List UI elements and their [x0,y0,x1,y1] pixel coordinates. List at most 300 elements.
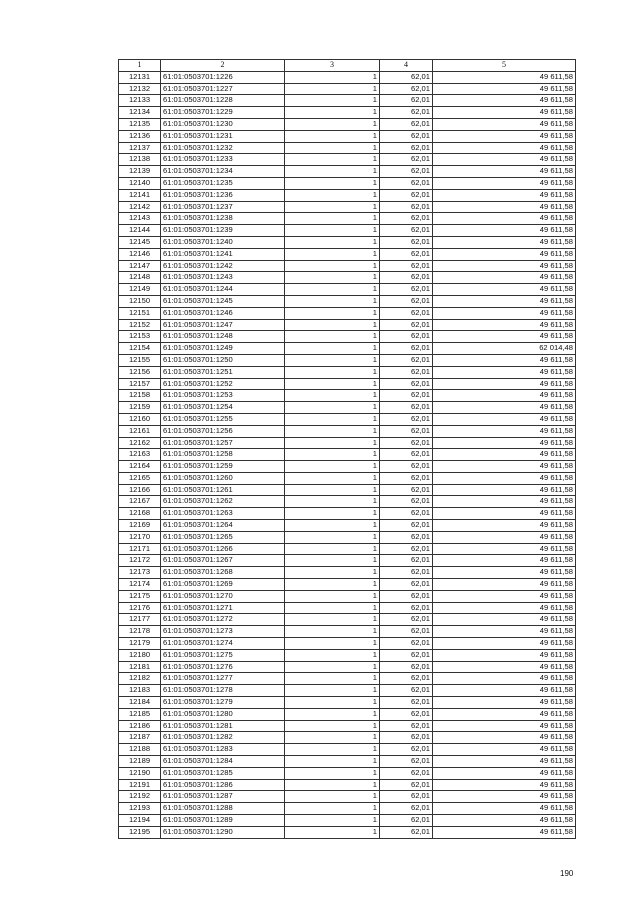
cadastral-number-cell: 61:01:0503701:1231 [161,130,285,142]
count-cell: 1 [285,508,380,520]
cadastral-number-cell: 61:01:0503701:1260 [161,472,285,484]
cadastral-number-cell: 61:01:0503701:1262 [161,496,285,508]
count-cell: 1 [285,708,380,720]
table-row [119,354,576,366]
table-row [119,413,576,425]
table-row [119,319,576,331]
cadastral-number-cell: 61:01:0503701:1270 [161,590,285,602]
table-row [119,543,576,555]
value-cell: 49 611,58 [433,649,576,661]
value-cell: 49 611,58 [433,71,576,83]
area-cell: 62,01 [380,638,433,650]
cadastral-number-cell: 61:01:0503701:1242 [161,260,285,272]
area-cell: 62,01 [380,331,433,343]
table-row [119,71,576,83]
count-cell: 1 [285,272,380,284]
count-cell: 1 [285,390,380,402]
area-cell: 62,01 [380,236,433,248]
count-cell: 1 [285,378,380,390]
row-index-cell: 12158 [119,390,161,402]
area-cell: 62,01 [380,579,433,591]
area-cell: 62,01 [380,118,433,130]
table-row [119,496,576,508]
value-cell: 49 611,58 [433,272,576,284]
table-row [119,815,576,827]
row-index-cell: 12148 [119,272,161,284]
area-cell: 62,01 [380,130,433,142]
area-cell: 62,01 [380,413,433,425]
count-cell: 1 [285,319,380,331]
table-row [119,331,576,343]
value-cell: 49 611,58 [433,579,576,591]
count-cell: 1 [285,461,380,473]
row-index-cell: 12181 [119,661,161,673]
value-cell: 49 611,58 [433,402,576,414]
count-cell: 1 [285,260,380,272]
cadastral-number-cell: 61:01:0503701:1269 [161,579,285,591]
area-cell: 62,01 [380,201,433,213]
count-cell: 1 [285,520,380,532]
row-index-cell: 12165 [119,472,161,484]
count-cell: 1 [285,815,380,827]
value-cell: 49 611,58 [433,154,576,166]
count-cell: 1 [285,307,380,319]
cadastral-number-cell: 61:01:0503701:1233 [161,154,285,166]
value-cell: 49 611,58 [433,425,576,437]
table-row [119,791,576,803]
row-index-cell: 12160 [119,413,161,425]
value-cell: 49 611,58 [433,390,576,402]
table-row [119,697,576,709]
count-cell: 1 [285,649,380,661]
area-cell: 62,01 [380,626,433,638]
cadastral-number-cell: 61:01:0503701:1252 [161,378,285,390]
area-cell: 62,01 [380,708,433,720]
area-cell: 62,01 [380,614,433,626]
count-cell: 1 [285,496,380,508]
count-cell: 1 [285,484,380,496]
table-row [119,531,576,543]
count-cell: 1 [285,366,380,378]
value-cell: 49 611,58 [433,213,576,225]
table-row [119,390,576,402]
value-cell: 49 611,58 [433,531,576,543]
row-index-cell: 12149 [119,284,161,296]
cadastral-number-cell: 61:01:0503701:1272 [161,614,285,626]
value-cell: 49 611,58 [433,697,576,709]
area-cell: 62,01 [380,685,433,697]
area-cell: 62,01 [380,767,433,779]
cadastral-number-cell: 61:01:0503701:1287 [161,791,285,803]
value-cell: 49 611,58 [433,661,576,673]
cadastral-number-cell: 61:01:0503701:1229 [161,107,285,119]
area-cell: 62,01 [380,142,433,154]
row-index-cell: 12192 [119,791,161,803]
value-cell: 49 611,58 [433,189,576,201]
row-index-cell: 12155 [119,354,161,366]
count-cell: 1 [285,295,380,307]
table-row [119,201,576,213]
cadastral-number-cell: 61:01:0503701:1250 [161,354,285,366]
cadastral-number-cell: 61:01:0503701:1246 [161,307,285,319]
table-row [119,567,576,579]
value-cell: 49 611,58 [433,260,576,272]
cadastral-number-cell: 61:01:0503701:1237 [161,201,285,213]
row-index-cell: 12151 [119,307,161,319]
count-cell: 1 [285,756,380,768]
area-cell: 62,01 [380,225,433,237]
value-cell: 49 611,58 [433,95,576,107]
count-cell: 1 [285,142,380,154]
row-index-cell: 12137 [119,142,161,154]
table-row [119,130,576,142]
cadastral-number-cell: 61:01:0503701:1266 [161,543,285,555]
row-index-cell: 12144 [119,225,161,237]
table-row [119,461,576,473]
row-index-cell: 12159 [119,402,161,414]
row-index-cell: 12193 [119,803,161,815]
value-cell: 49 611,58 [433,142,576,154]
value-cell: 49 611,58 [433,484,576,496]
count-cell: 1 [285,779,380,791]
cadastral-number-cell: 61:01:0503701:1257 [161,437,285,449]
area-cell: 62,01 [380,555,433,567]
count-cell: 1 [285,166,380,178]
value-cell: 49 611,58 [433,708,576,720]
area-cell: 62,01 [380,272,433,284]
value-cell: 49 611,58 [433,319,576,331]
area-cell: 62,01 [380,744,433,756]
table-row [119,284,576,296]
table-row [119,177,576,189]
count-cell: 1 [285,331,380,343]
value-cell: 49 611,58 [433,744,576,756]
row-index-cell: 12182 [119,673,161,685]
count-cell: 1 [285,661,380,673]
value-cell: 49 611,58 [433,437,576,449]
cadastral-number-cell: 61:01:0503701:1278 [161,685,285,697]
table-row [119,142,576,154]
column-header-5: 5 [433,60,576,72]
table-row [119,449,576,461]
value-cell: 49 611,58 [433,720,576,732]
value-cell: 49 611,58 [433,638,576,650]
row-index-cell: 12146 [119,248,161,260]
count-cell: 1 [285,543,380,555]
count-cell: 1 [285,402,380,414]
table-row [119,579,576,591]
value-cell: 49 611,58 [433,83,576,95]
table-row [119,767,576,779]
area-cell: 62,01 [380,508,433,520]
cadastral-number-cell: 61:01:0503701:1276 [161,661,285,673]
column-header-3: 3 [285,60,380,72]
value-cell: 49 611,58 [433,803,576,815]
row-index-cell: 12133 [119,95,161,107]
table-row [119,225,576,237]
area-cell: 62,01 [380,720,433,732]
cadastral-number-cell: 61:01:0503701:1241 [161,248,285,260]
value-cell: 49 611,58 [433,248,576,260]
count-cell: 1 [285,555,380,567]
table-row [119,213,576,225]
row-index-cell: 12184 [119,697,161,709]
column-header-1: 1 [119,60,161,72]
count-cell: 1 [285,449,380,461]
count-cell: 1 [285,732,380,744]
area-cell: 62,01 [380,756,433,768]
cadastral-number-cell: 61:01:0503701:1235 [161,177,285,189]
area-cell: 62,01 [380,590,433,602]
value-cell: 49 611,58 [433,449,576,461]
cadastral-number-cell: 61:01:0503701:1251 [161,366,285,378]
cadastral-number-cell: 61:01:0503701:1288 [161,803,285,815]
count-cell: 1 [285,791,380,803]
cadastral-number-cell: 61:01:0503701:1253 [161,390,285,402]
cadastral-number-cell: 61:01:0503701:1282 [161,732,285,744]
cadastral-number-cell: 61:01:0503701:1254 [161,402,285,414]
area-cell: 62,01 [380,425,433,437]
cadastral-number-cell: 61:01:0503701:1232 [161,142,285,154]
count-cell: 1 [285,638,380,650]
value-cell: 49 611,58 [433,602,576,614]
table-row [119,472,576,484]
table-row [119,661,576,673]
cadastral-number-cell: 61:01:0503701:1234 [161,166,285,178]
page-number: 190 [560,869,574,878]
count-cell: 1 [285,579,380,591]
cadastral-number-cell: 61:01:0503701:1279 [161,697,285,709]
table-row [119,744,576,756]
cadastral-number-cell: 61:01:0503701:1239 [161,225,285,237]
row-index-cell: 12135 [119,118,161,130]
value-cell: 49 611,58 [433,201,576,213]
value-cell: 49 611,58 [433,508,576,520]
area-cell: 62,01 [380,732,433,744]
row-index-cell: 12179 [119,638,161,650]
table-row [119,118,576,130]
area-cell: 62,01 [380,472,433,484]
row-index-cell: 12185 [119,708,161,720]
table-row [119,437,576,449]
row-index-cell: 12172 [119,555,161,567]
area-cell: 62,01 [380,567,433,579]
area-cell: 62,01 [380,83,433,95]
row-index-cell: 12163 [119,449,161,461]
count-cell: 1 [285,590,380,602]
area-cell: 62,01 [380,284,433,296]
table-row [119,236,576,248]
cadastral-number-cell: 61:01:0503701:1227 [161,83,285,95]
table-row [119,343,576,355]
row-index-cell: 12169 [119,520,161,532]
table-row [119,732,576,744]
area-cell: 62,01 [380,154,433,166]
row-index-cell: 12191 [119,779,161,791]
row-index-cell: 12154 [119,343,161,355]
value-cell: 49 611,58 [433,756,576,768]
value-cell: 49 611,58 [433,166,576,178]
value-cell: 49 611,58 [433,295,576,307]
table-row [119,673,576,685]
count-cell: 1 [285,413,380,425]
area-cell: 62,01 [380,71,433,83]
count-cell: 1 [285,118,380,130]
area-cell: 62,01 [380,95,433,107]
value-cell: 62 014,48 [433,343,576,355]
cadastral-number-cell: 61:01:0503701:1236 [161,189,285,201]
area-cell: 62,01 [380,177,433,189]
table-row [119,248,576,260]
cadastral-number-cell: 61:01:0503701:1283 [161,744,285,756]
table-row [119,295,576,307]
count-cell: 1 [285,826,380,838]
cadastral-number-cell: 61:01:0503701:1244 [161,284,285,296]
cadastral-number-cell: 61:01:0503701:1255 [161,413,285,425]
table-row [119,708,576,720]
value-cell: 49 611,58 [433,130,576,142]
row-index-cell: 12139 [119,166,161,178]
row-index-cell: 12166 [119,484,161,496]
table-row [119,83,576,95]
count-cell: 1 [285,130,380,142]
row-index-cell: 12175 [119,590,161,602]
cadastral-number-cell: 61:01:0503701:1243 [161,272,285,284]
row-index-cell: 12142 [119,201,161,213]
area-cell: 62,01 [380,107,433,119]
cadastral-number-cell: 61:01:0503701:1245 [161,295,285,307]
value-cell: 49 611,58 [433,461,576,473]
row-index-cell: 12147 [119,260,161,272]
value-cell: 49 611,58 [433,118,576,130]
row-index-cell: 12186 [119,720,161,732]
cadastral-number-cell: 61:01:0503701:1256 [161,425,285,437]
area-cell: 62,01 [380,449,433,461]
row-index-cell: 12167 [119,496,161,508]
table-row [119,803,576,815]
area-cell: 62,01 [380,779,433,791]
row-index-cell: 12183 [119,685,161,697]
row-index-cell: 12177 [119,614,161,626]
value-cell: 49 611,58 [433,413,576,425]
value-cell: 49 611,58 [433,732,576,744]
table-row [119,520,576,532]
area-cell: 62,01 [380,791,433,803]
area-cell: 62,01 [380,307,433,319]
row-index-cell: 12152 [119,319,161,331]
table-row [119,826,576,838]
row-index-cell: 12138 [119,154,161,166]
row-index-cell: 12164 [119,461,161,473]
table-row [119,272,576,284]
area-cell: 62,01 [380,461,433,473]
table-row [119,378,576,390]
table-row [119,107,576,119]
area-cell: 62,01 [380,319,433,331]
value-cell: 49 611,58 [433,543,576,555]
area-cell: 62,01 [380,402,433,414]
count-cell: 1 [285,425,380,437]
value-cell: 49 611,58 [433,590,576,602]
count-cell: 1 [285,697,380,709]
cadastral-number-cell: 61:01:0503701:1275 [161,649,285,661]
table-row [119,154,576,166]
count-cell: 1 [285,531,380,543]
count-cell: 1 [285,177,380,189]
value-cell: 49 611,58 [433,520,576,532]
cadastral-number-cell: 61:01:0503701:1290 [161,826,285,838]
count-cell: 1 [285,614,380,626]
area-cell: 62,01 [380,649,433,661]
table-row [119,484,576,496]
area-cell: 62,01 [380,520,433,532]
value-cell: 49 611,58 [433,354,576,366]
cadastral-number-cell: 61:01:0503701:1249 [161,343,285,355]
row-index-cell: 12173 [119,567,161,579]
cadastral-number-cell: 61:01:0503701:1289 [161,815,285,827]
table-row [119,602,576,614]
cadastral-number-cell: 61:01:0503701:1265 [161,531,285,543]
cadastral-number-cell: 61:01:0503701:1261 [161,484,285,496]
count-cell: 1 [285,744,380,756]
table-row [119,649,576,661]
area-cell: 62,01 [380,826,433,838]
table-row [119,189,576,201]
table-row [119,555,576,567]
area-cell: 62,01 [380,484,433,496]
area-cell: 62,01 [380,248,433,260]
area-cell: 62,01 [380,166,433,178]
area-cell: 62,01 [380,378,433,390]
value-cell: 49 611,58 [433,685,576,697]
value-cell: 49 611,58 [433,177,576,189]
table-row [119,307,576,319]
area-cell: 62,01 [380,213,433,225]
value-cell: 49 611,58 [433,378,576,390]
row-index-cell: 12156 [119,366,161,378]
cadastral-number-cell: 61:01:0503701:1274 [161,638,285,650]
area-cell: 62,01 [380,815,433,827]
value-cell: 49 611,58 [433,614,576,626]
row-index-cell: 12188 [119,744,161,756]
value-cell: 49 611,58 [433,307,576,319]
count-cell: 1 [285,154,380,166]
count-cell: 1 [285,201,380,213]
area-cell: 62,01 [380,531,433,543]
count-cell: 1 [285,437,380,449]
row-index-cell: 12131 [119,71,161,83]
value-cell: 49 611,58 [433,567,576,579]
row-index-cell: 12136 [119,130,161,142]
table-body [119,71,576,838]
cadastral-number-cell: 61:01:0503701:1238 [161,213,285,225]
value-cell: 49 611,58 [433,779,576,791]
row-index-cell: 12195 [119,826,161,838]
row-index-cell: 12153 [119,331,161,343]
row-index-cell: 12140 [119,177,161,189]
row-index-cell: 12150 [119,295,161,307]
row-index-cell: 12157 [119,378,161,390]
table-row [119,720,576,732]
table-row [119,425,576,437]
value-cell: 49 611,58 [433,815,576,827]
count-cell: 1 [285,284,380,296]
table-row [119,260,576,272]
row-index-cell: 12174 [119,579,161,591]
table-row [119,508,576,520]
count-cell: 1 [285,626,380,638]
table-row [119,402,576,414]
